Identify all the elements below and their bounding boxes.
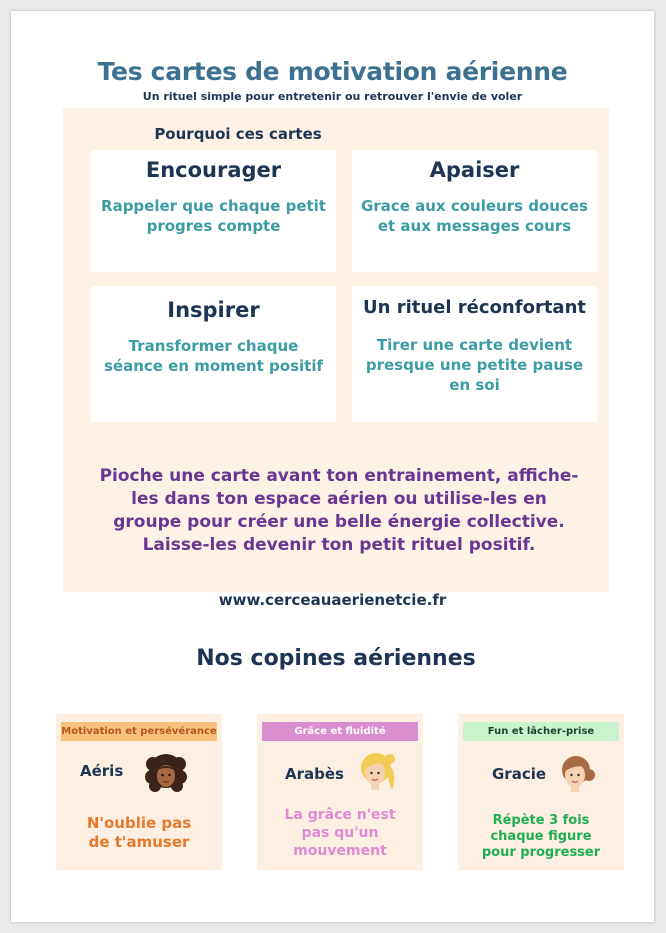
gracie-avatar-icon: [556, 752, 598, 796]
why-heading: Pourquoi ces cartes: [154, 125, 322, 143]
arabes-avatar-icon: [354, 750, 398, 796]
card-inspirer: [91, 286, 336, 422]
card-text: Grace aux couleurs douces et aux messages cours: [361, 197, 588, 235]
card-apaiser: [352, 150, 597, 272]
friend-card-gracie: [458, 714, 624, 870]
friend-quote: N'oublie pas de t'amuser: [86, 814, 192, 851]
card-title: Inspirer: [167, 298, 260, 322]
friend-name: Arabès: [285, 765, 344, 783]
friend-card-aeris: [56, 714, 222, 870]
friend-quote: La grâce n'est pas qu'un mouvement: [284, 807, 396, 859]
card-title: Apaiser: [429, 158, 520, 182]
page: [11, 11, 654, 922]
card-text: Tirer une carte devient presque une petite pause en soi: [365, 336, 584, 394]
friend-tag: Fun et lâcher-prise: [463, 722, 619, 741]
page-subtitle: Un rituel simple pour entretenir ou retrouver l'envie de voler: [142, 90, 523, 103]
friend-name: Gracie: [492, 765, 547, 783]
friend-tag: Motivation et persévérance: [61, 722, 217, 741]
ritual-message: Pioche une carte avant ton entrainement, affiche- les dans ton espace aérien ou utilise-les en groupe pour créer une belle énergie collective. Laisse-les devenir ton petit rituel positif.: [99, 466, 579, 555]
card-rituel: [352, 286, 597, 422]
card-encourager: [91, 150, 336, 272]
card-title: Encourager: [145, 158, 282, 182]
friend-card-arabes: [257, 714, 423, 870]
friend-tag: Grâce et fluidité: [262, 722, 418, 741]
aeris-avatar-icon: [144, 752, 188, 796]
friends-heading: Nos copines aériennes: [196, 646, 476, 671]
page-title: Tes cartes de motivation aérienne: [97, 57, 568, 86]
why-cards-panel: [63, 108, 609, 592]
card-text: Rappeler que chaque petit progres compte: [101, 197, 326, 235]
card-text: Transformer chaque séance en moment positif: [103, 337, 324, 375]
friend-quote: Répète 3 fois chaque figure pour progresser: [481, 813, 601, 860]
card-title: Un rituel réconfortant: [363, 297, 586, 318]
friend-name: Aéris: [80, 762, 124, 780]
website-link[interactable]: www.cerceauaerienetcie.fr: [218, 591, 447, 609]
